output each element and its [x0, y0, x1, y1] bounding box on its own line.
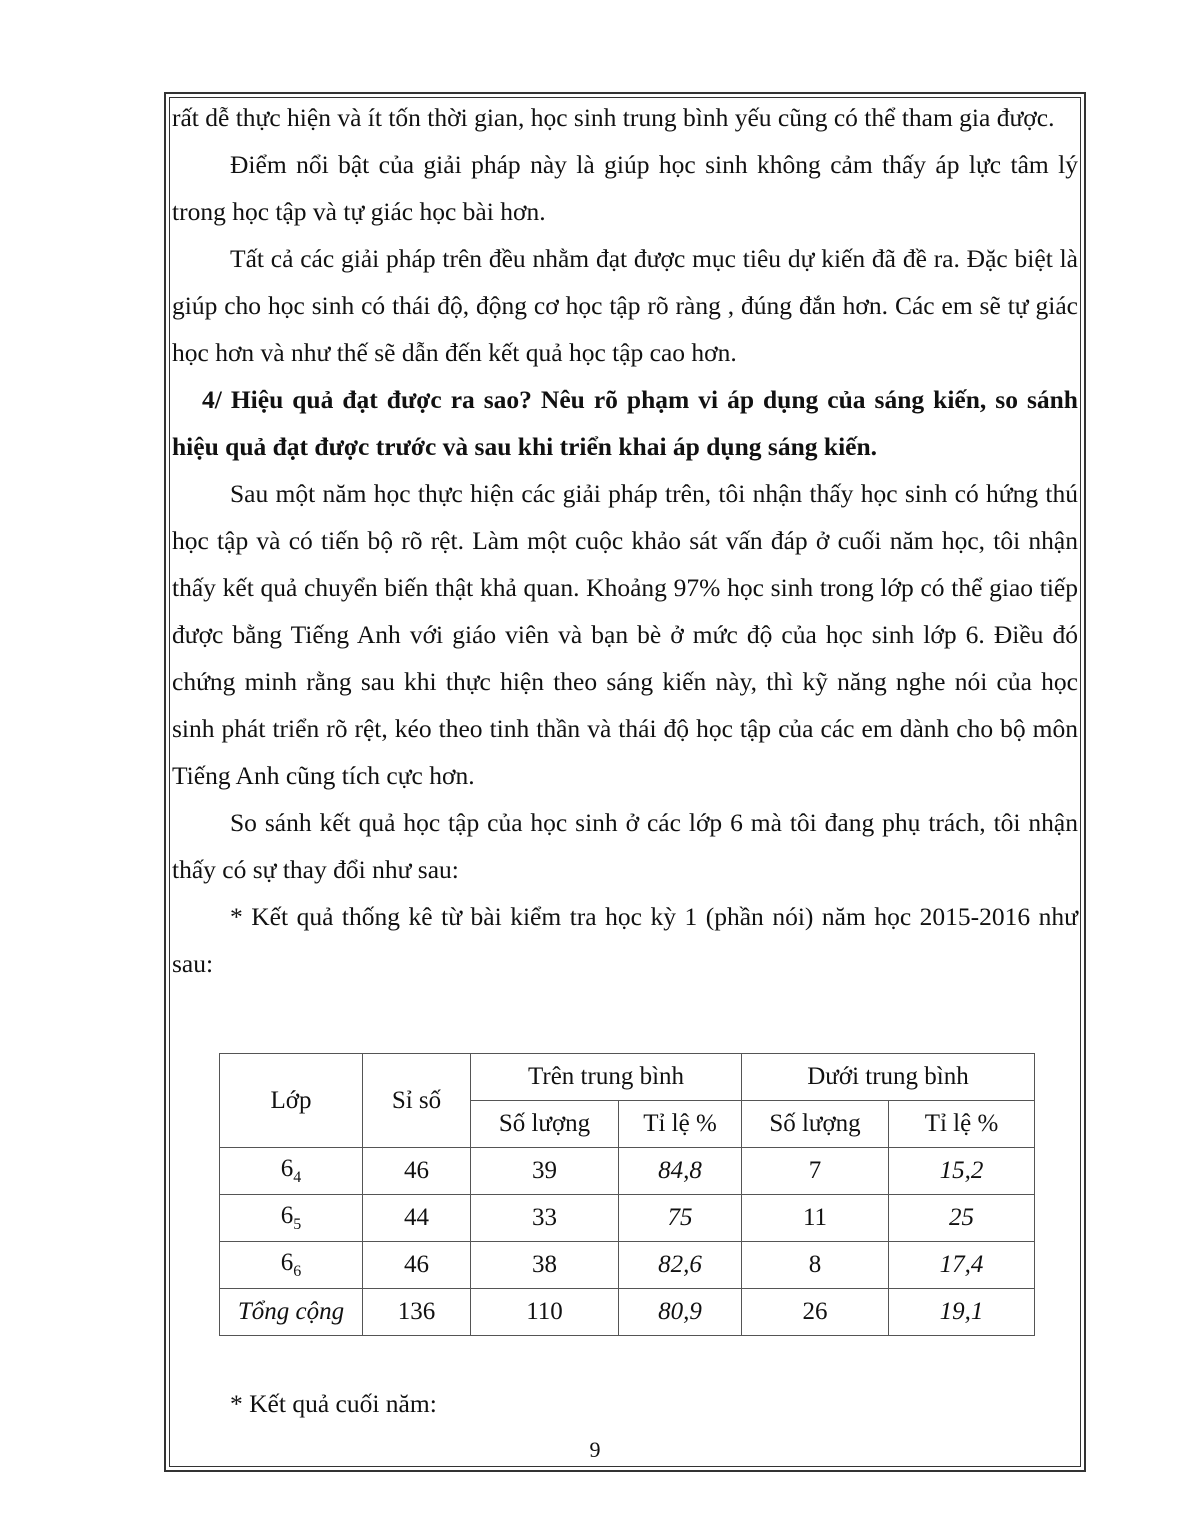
- header-below-rate: Tỉ lệ %: [889, 1101, 1035, 1148]
- header-above-count: Số lượng: [471, 1101, 619, 1148]
- paragraph-continuation: rất dễ thực hiện và ít tốn thời gian, học sinh trung bình yếu cũng có thể tham gia được.: [172, 103, 1055, 132]
- cell-size: 46: [363, 1242, 471, 1289]
- header-above-average: Trên trung bình: [471, 1054, 742, 1101]
- cell-class: $6_5$: [220, 1195, 363, 1242]
- cell-total-above-rate: 80,9: [619, 1289, 742, 1336]
- paragraph-highlight: Điểm nổi bật của giải pháp này là giúp học sinh không cảm thấy áp lực tâm lý trong học tập và tự giác học bài hơn.: [172, 150, 1078, 226]
- cell-above-rate: 84,8: [619, 1148, 742, 1195]
- cell-total-above-count: 110: [471, 1289, 619, 1336]
- cell-total-label: Tổng cộng: [220, 1289, 363, 1336]
- results-table-wrapper: [219, 1053, 1035, 1336]
- cell-total-below-rate: 19,1: [889, 1289, 1035, 1336]
- table-row: [220, 1242, 1035, 1289]
- table-row: [220, 1148, 1035, 1195]
- cell-size: 44: [363, 1195, 471, 1242]
- cell-total-below-count: 26: [742, 1289, 889, 1336]
- cell-class: $6_6$: [220, 1242, 363, 1289]
- header-below-count: Số lượng: [742, 1101, 889, 1148]
- cell-below-count: 7: [742, 1148, 889, 1195]
- table-row: [220, 1195, 1035, 1242]
- header-size: Sỉ số: [363, 1054, 471, 1148]
- header-class: Lớp: [220, 1054, 363, 1148]
- table-total-row: [220, 1289, 1035, 1336]
- document-body: [172, 94, 1078, 987]
- results-table: [219, 1053, 1035, 1336]
- cell-above-count: 39: [471, 1148, 619, 1195]
- cell-below-rate: 25: [889, 1195, 1035, 1242]
- header-below-average: Dưới trung bình: [742, 1054, 1035, 1101]
- cell-size: 46: [363, 1148, 471, 1195]
- section-heading: 4/ Hiệu quả đạt được ra sao? Nêu rõ phạm vi áp dụng của sáng kiến, so sánh hiệu quả đạt được trước và sau khi triển khai áp dụng sáng kiến.: [172, 385, 1078, 461]
- cell-above-rate: 82,6: [619, 1242, 742, 1289]
- cell-below-rate: 15,2: [889, 1148, 1035, 1195]
- cell-below-rate: 17,4: [889, 1242, 1035, 1289]
- cell-above-count: 38: [471, 1242, 619, 1289]
- paragraph-goals: Tất cả các giải pháp trên đều nhằm đạt được mục tiêu dự kiến đã đề ra. Đặc biệt là giúp cho học sinh có thái độ, động cơ học tập rõ ràng , đúng đắn hơn. Các em sẽ tự giác học hơn và như thế sẽ dẫn đến kết quả học tập cao hơn.: [172, 244, 1078, 367]
- header-above-rate: Tỉ lệ %: [619, 1101, 742, 1148]
- after-table-section: [172, 1380, 1078, 1427]
- cell-below-count: 11: [742, 1195, 889, 1242]
- paragraph-year-end-results: * Kết quả cuối năm:: [230, 1389, 437, 1418]
- cell-above-rate: 75: [619, 1195, 742, 1242]
- paragraph-table-intro: * Kết quả thống kê từ bài kiểm tra học kỳ 1 (phần nói) năm học 2015-2016 như sau:: [172, 902, 1078, 978]
- paragraph-results: Sau một năm học thực hiện các giải pháp trên, tôi nhận thấy học sinh có hứng thú học tập và có tiến bộ rõ rệt. Làm một cuộc khảo sát vấn đáp ở cuối năm học, tôi nhận thấy kết quả chuyển biến thật khả quan. Khoảng 97% học sinh trong lớp có thể giao tiếp được bằng Tiếng Anh với giáo viên và bạn bè ở mức độ của học sinh lớp 6. Điều đó chứng minh rằng sau khi thực hiện theo sáng kiến này, thì kỹ năng nghe nói của học sinh phát triển rõ rệt, kéo theo tinh thần và thái độ học tập của các em dành cho bộ môn Tiếng Anh cũng tích cực hơn.: [172, 479, 1078, 790]
- cell-class: $6_4$: [220, 1148, 363, 1195]
- paragraph-comparison: So sánh kết quả học tập của học sinh ở các lớp 6 mà tôi đang phụ trách, tôi nhận thấy có sự thay đổi như sau:: [172, 808, 1078, 884]
- cell-total-size: 136: [363, 1289, 471, 1336]
- cell-above-count: 33: [471, 1195, 619, 1242]
- page-number: 9: [589, 1437, 601, 1462]
- table-header-row: [220, 1054, 1035, 1101]
- cell-below-count: 8: [742, 1242, 889, 1289]
